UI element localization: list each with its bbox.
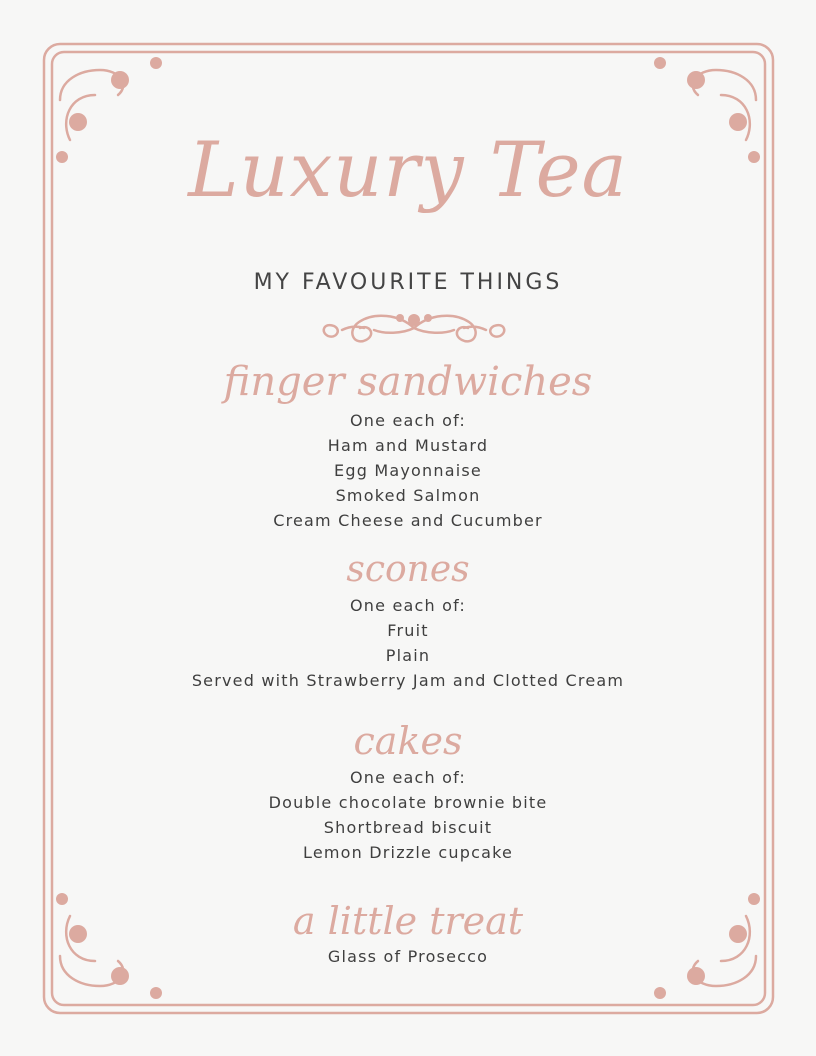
section-heading-scones: scones: [346, 549, 470, 590]
list-item: Fruit: [387, 621, 429, 640]
list-item: Egg Mayonnaise: [334, 461, 482, 480]
scroll-divider-icon: [314, 304, 514, 352]
list-item: Served with Strawberry Jam and Clotted Cream: [191, 671, 625, 690]
section-heading-a-little-treat: a little treat: [292, 899, 524, 943]
list-item: Smoked Salmon: [335, 486, 481, 505]
section-items-scones: [0, 593, 816, 693]
list-item: Lemon Drizzle cupcake: [302, 843, 514, 862]
menu-subtitle: MY FAVOURITE THINGS: [253, 270, 563, 295]
list-item: Plain: [385, 646, 431, 665]
section-items-cakes: [0, 765, 816, 865]
list-item: Ham and Mustard: [327, 436, 489, 455]
section-items-finger-sandwiches: [0, 408, 816, 533]
list-item: Cream Cheese and Cucumber: [273, 511, 543, 530]
list-item: One each of:: [350, 596, 466, 615]
section-items-a-little-treat: [0, 944, 816, 969]
section-heading-cakes: cakes: [353, 719, 463, 763]
menu-title: Luxury Tea: [188, 125, 628, 214]
list-item: Glass of Prosecco: [327, 947, 489, 966]
list-item: One each of:: [350, 768, 466, 787]
list-item: Shortbread biscuit: [323, 818, 493, 837]
list-item: One each of:: [350, 411, 466, 430]
section-heading-finger-sandwiches: finger sandwiches: [223, 359, 593, 405]
list-item: Double chocolate brownie bite: [268, 793, 548, 812]
